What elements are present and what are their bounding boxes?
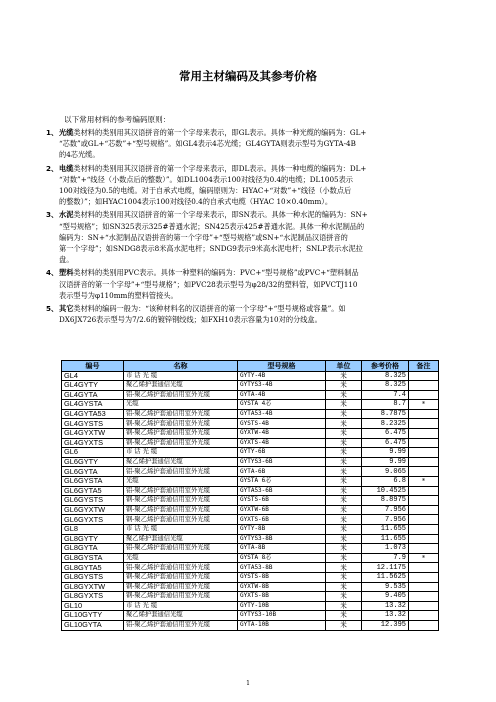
cell-name: 铝-聚乙烯护套通信用室外光缆: [124, 390, 238, 400]
list-item-number: 1、: [46, 128, 59, 137]
cell-note: [409, 381, 439, 391]
cell-name: 钢-聚乙烯护套通信用室外光缆: [124, 496, 238, 506]
cell-name: 市 话 光 缆: [124, 525, 238, 535]
cell-note: *: [409, 553, 439, 563]
cell-name: 铝-聚乙烯护套通信用室外光缆: [124, 409, 238, 419]
cell-unit: 米: [326, 448, 362, 458]
cell-price: 1.073: [362, 544, 409, 554]
cell-name: 市 话 光 缆: [124, 448, 238, 458]
table-row: [62, 486, 439, 496]
list-item-line: 汉语拼音的第一个字母”+“型号规格”；如PVC28表示型号为φ28/32的塑料管，如PVCTJ110: [59, 279, 358, 289]
cell-price: 9.99: [362, 448, 409, 458]
list-item-line: [59, 209, 446, 220]
cell-unit: 米: [326, 496, 362, 506]
list-item-line: 的4芯光缆。: [59, 150, 100, 160]
cell-note: [409, 620, 439, 630]
cell-code: GL4GYTA53: [62, 409, 124, 419]
cell-unit: 米: [326, 544, 362, 554]
header-note: 备注: [409, 361, 439, 372]
list-item-line: 盘。: [59, 255, 74, 265]
cell-model: GYTY-8B: [238, 525, 326, 535]
table-row: [62, 448, 439, 458]
cell-name: 铝-聚乙烯护套通信用室外光缆: [124, 467, 238, 477]
cell-code: GL8GYXTW: [62, 582, 124, 592]
cell-price: 9.535: [362, 582, 409, 592]
cell-price: 12.1175: [362, 563, 409, 573]
cell-model: GYTYS3-6B: [238, 457, 326, 467]
cell-code: GL4GYSTS: [62, 419, 124, 429]
cell-name: 钢-聚乙烯护套通信用室外光缆: [124, 438, 238, 448]
table-row: [62, 572, 439, 582]
cell-model: GYXTS-4B: [238, 438, 326, 448]
cell-note: [409, 544, 439, 554]
cell-code: GL10: [62, 601, 124, 611]
list-item-text: 类材料的编码一般为：“该种材料名的汉语拼音的第一个字母”+“型号规格或容量”。如: [73, 304, 346, 314]
cell-name: 铝-聚乙烯护套通信用室外光缆: [124, 563, 238, 573]
cell-code: GL6: [62, 448, 124, 458]
list-item-line: [59, 267, 446, 278]
cell-name: 钢-聚乙烯护套通信用室外光缆: [124, 572, 238, 582]
cell-note: [409, 429, 439, 439]
cell-model: GYSTA 6芯: [238, 477, 326, 487]
table-row: [62, 544, 439, 554]
list-item-line: 100对线径为0.5的电缆。对于自承式电缆，编码原则为：HYAC+“对数”+“线径（小数点后: [59, 186, 352, 196]
list-item-keyword: 其它: [59, 304, 74, 314]
cell-note: [409, 486, 439, 496]
cell-price: 9.405: [362, 592, 409, 602]
table-row: [62, 429, 439, 439]
cell-price: 8.2325: [362, 419, 409, 429]
cell-price: 8.325: [362, 381, 409, 391]
cell-price: 6.475: [362, 438, 409, 448]
price-table: [61, 360, 439, 631]
header-unit: 单位: [326, 361, 362, 372]
cell-price: 8.8975: [362, 496, 409, 506]
cell-model: GYTA-4B: [238, 390, 326, 400]
cell-model: GYSTS-6B: [238, 496, 326, 506]
cell-unit: 米: [326, 505, 362, 515]
list-item: [46, 303, 446, 325]
cell-note: [409, 611, 439, 621]
table-row: [62, 611, 439, 621]
cell-code: GL6GYXTS: [62, 515, 124, 525]
cell-code: GL6GYSTS: [62, 496, 124, 506]
cell-code: GL4GYXTW: [62, 429, 124, 439]
list-item-line: [59, 303, 446, 314]
cell-name: 钢-聚乙烯护套通信用室外光缆: [124, 515, 238, 525]
page-number: 1: [246, 680, 250, 687]
list-item-number: 3、: [46, 210, 59, 220]
list-item-number: 2、: [46, 163, 59, 173]
cell-note: [409, 390, 439, 400]
cell-code: GL8GYSTS: [62, 572, 124, 582]
table-row: [62, 582, 439, 592]
cell-note: [409, 409, 439, 419]
intro-text: 以下常用材料的参考编码原则：: [64, 115, 171, 124]
cell-model: GYSTA 4芯: [238, 400, 326, 410]
cell-name: 光缆: [124, 553, 238, 563]
header-model: 型号规格: [238, 361, 326, 372]
cell-note: [409, 515, 439, 525]
cell-model: GYSTS-4B: [238, 419, 326, 429]
cell-price: 11.5625: [362, 572, 409, 582]
cell-model: GYTY-10B: [238, 601, 326, 611]
cell-price: 13.32: [362, 601, 409, 611]
table-row: [62, 400, 439, 410]
table-row: [62, 409, 439, 419]
list-item-keyword: 电缆: [59, 163, 74, 173]
cell-price: 7.4: [362, 390, 409, 400]
cell-code: GL6GYXTW: [62, 505, 124, 515]
cell-model: GYTYS3-8B: [238, 534, 326, 544]
cell-unit: 米: [326, 534, 362, 544]
cell-unit: 米: [326, 409, 362, 419]
cell-price: 8.7: [362, 400, 409, 410]
table-row: [62, 390, 439, 400]
cell-model: GYTY-6B: [238, 448, 326, 458]
cell-note: [409, 525, 439, 535]
cell-model: GYTA-8B: [238, 544, 326, 554]
cell-price: 10.4525: [362, 486, 409, 496]
cell-unit: 米: [326, 515, 362, 525]
cell-code: GL8GYTY: [62, 534, 124, 544]
cell-unit: 米: [326, 611, 362, 621]
cell-code: GL10GYTY: [62, 611, 124, 621]
cell-unit: 米: [326, 390, 362, 400]
header-name: 名称: [124, 361, 238, 372]
cell-price: 6.8: [362, 477, 409, 487]
list-item: [46, 209, 446, 265]
cell-unit: 米: [326, 477, 362, 487]
list-item-line: “芯数”或GL+“芯数”+“型号规格”。如GL4表示4芯光缆；GL4GYTA则表示型号为GYTA-4B: [59, 139, 356, 149]
cell-name: 钢-聚乙烯护套通信用室外光缆: [124, 419, 238, 429]
cell-model: GYTA53-4B: [238, 409, 326, 419]
table-row: [62, 534, 439, 544]
cell-code: GL6GYTY: [62, 457, 124, 467]
cell-note: [409, 592, 439, 602]
table-row: [62, 467, 439, 477]
list-item-line: 的整数）”；如HYAC1004表示100对线径0.4的自承式电缆（HYAC 10×0.40mm）。: [59, 197, 333, 207]
table-row: [62, 601, 439, 611]
cell-price: 8.325: [362, 371, 409, 381]
cell-note: [409, 371, 439, 381]
cell-model: GYSTA 8芯: [238, 553, 326, 563]
table-row: [62, 525, 439, 535]
list-item-keyword: 光缆: [59, 128, 74, 137]
cell-unit: 米: [326, 419, 362, 429]
cell-code: GL4GYSTA: [62, 400, 124, 410]
table-row: [62, 620, 439, 630]
cell-unit: 米: [326, 457, 362, 467]
cell-note: [409, 534, 439, 544]
cell-unit: 米: [326, 620, 362, 630]
cell-model: GYTYS3-10B: [238, 611, 326, 621]
cell-unit: 米: [326, 429, 362, 439]
cell-name: 铝-聚乙烯护套通信用室外光缆: [124, 620, 238, 630]
cell-unit: 米: [326, 371, 362, 381]
cell-unit: 米: [326, 563, 362, 573]
list-item-number: 4、: [46, 268, 59, 278]
list-item-line: “对数”+“线径（小数点后的整数）”。如DL1004表示100对线径为0.4的电缆；DL1005表示: [59, 174, 353, 184]
cell-unit: 米: [326, 486, 362, 496]
table-row: [62, 477, 439, 487]
cell-price: 8.7875: [362, 409, 409, 419]
cell-unit: 米: [326, 592, 362, 602]
list-item-line: [59, 163, 446, 174]
cell-code: GL4GYXTS: [62, 438, 124, 448]
cell-model: GYSTS-8B: [238, 572, 326, 582]
cell-unit: 米: [326, 381, 362, 391]
cell-name: 铝-聚乙烯护套通信用室外光缆: [124, 544, 238, 554]
cell-code: GL4GYTA: [62, 390, 124, 400]
cell-unit: 米: [326, 553, 362, 563]
cell-model: GYXTW-8B: [238, 582, 326, 592]
cell-code: GL4GYTY: [62, 381, 124, 391]
cell-name: 聚乙烯护套通信光缆: [124, 381, 238, 391]
table-row: [62, 419, 439, 429]
cell-name: 钢-聚乙烯护套通信用室外光缆: [124, 505, 238, 515]
cell-unit: 米: [326, 400, 362, 410]
cell-code: GL10GYTA: [62, 620, 124, 630]
list-item-line: 编码为：SN+“水泥制品汉语拼音的第一个字母”+“型号规格”或SN+“水泥制品汉语拼音的: [59, 232, 348, 242]
cell-name: 光缆: [124, 477, 238, 487]
cell-code: GL6GYSTA: [62, 477, 124, 487]
table-row: [62, 381, 439, 391]
cell-price: 7.956: [362, 505, 409, 515]
table-row: [62, 553, 439, 563]
cell-code: GL6GYTA: [62, 467, 124, 477]
cell-note: [409, 457, 439, 467]
cell-model: GYTYS3-4B: [238, 381, 326, 391]
header-price: 参考价格: [362, 361, 409, 372]
cell-code: GL8GYTA: [62, 544, 124, 554]
cell-price: 7.956: [362, 515, 409, 525]
table-row: [62, 505, 439, 515]
cell-model: GYXTS-8B: [238, 592, 326, 602]
cell-model: GYTA53-8B: [238, 563, 326, 573]
cell-name: 铝-聚乙烯护套通信用室外光缆: [124, 486, 238, 496]
cell-note: [409, 467, 439, 477]
cell-price: 7.9: [362, 553, 409, 563]
cell-note: [409, 448, 439, 458]
list-item-text: 类材料的类别用其汉语拼音的第一个字母来表示，即GL表示。具体一种光缆的编码为：GL+: [73, 128, 367, 137]
cell-note: [409, 419, 439, 429]
rules-list: [46, 127, 446, 327]
table-row: [62, 563, 439, 573]
list-item-number: 5、: [46, 304, 59, 314]
cell-unit: 米: [326, 582, 362, 592]
cell-price: 6.475: [362, 429, 409, 439]
list-item-line: 第一个字母”；如SNDG8表示8米高水泥电杆；SNDG9表示9米高水泥电杆；SNLP表示水泥拉: [59, 244, 363, 254]
header-code: 编号: [62, 361, 124, 372]
cell-unit: 米: [326, 438, 362, 448]
cell-price: 9.065: [362, 467, 409, 477]
cell-note: [409, 505, 439, 515]
list-item-text: 类材料的类别用其汉语拼音的第一个字母来表示，即SN表示。具体一种水泥的编码为：SN+: [73, 210, 368, 220]
cell-model: GYTA-6B: [238, 467, 326, 477]
cell-model: GYTA-10B: [238, 620, 326, 630]
list-item-line: “型号规格”；如SN325表示325#普通水泥；SN425表示425#普通水泥。具体一种水泥制品的: [59, 221, 365, 231]
list-item: [46, 267, 446, 301]
cell-code: GL6GYTA5: [62, 486, 124, 496]
cell-name: 聚乙烯护套通信光缆: [124, 611, 238, 621]
cell-price: 13.32: [362, 611, 409, 621]
page-title: 常用主材编码及其参考价格: [179, 69, 317, 83]
cell-code: GL8: [62, 525, 124, 535]
cell-name: 聚乙烯护套通信光缆: [124, 457, 238, 467]
cell-unit: 米: [326, 572, 362, 582]
cell-code: GL8GYXTS: [62, 592, 124, 602]
table-row: [62, 371, 439, 381]
cell-note: *: [409, 400, 439, 410]
cell-model: GYTY-4B: [238, 371, 326, 381]
list-item-line: [59, 127, 446, 138]
table-row: [62, 438, 439, 448]
cell-model: GYXTS-6B: [238, 515, 326, 525]
cell-note: *: [409, 477, 439, 487]
cell-note: [409, 438, 439, 448]
list-item-keyword: 塑料: [59, 268, 74, 278]
list-item-text: 类材料的类别用其汉语拼音的第一个字母来表示，即DL表示。具体一种电缆的编码为：DL+: [73, 163, 367, 173]
cell-note: [409, 563, 439, 573]
cell-price: 12.395: [362, 620, 409, 630]
list-item: [46, 127, 446, 161]
cell-model: GYXTW-6B: [238, 505, 326, 515]
table-row: [62, 592, 439, 602]
cell-price: 11.655: [362, 525, 409, 535]
table-row: [62, 496, 439, 506]
cell-name: 聚乙烯护套通信光缆: [124, 534, 238, 544]
cell-unit: 米: [326, 467, 362, 477]
cell-price: 9.99: [362, 457, 409, 467]
cell-price: 11.655: [362, 534, 409, 544]
cell-name: 钢-聚乙烯护套通信用室外光缆: [124, 582, 238, 592]
cell-name: 钢-聚乙烯护套通信用室外光缆: [124, 429, 238, 439]
cell-name: 钢-聚乙烯护套通信用室外光缆: [124, 592, 238, 602]
list-item: [46, 163, 446, 208]
cell-note: [409, 572, 439, 582]
cell-name: 光缆: [124, 400, 238, 410]
list-item-line: DX6JX726表示型号为7/2.6的镀锌钢绞线；如FXH10表示容量为10对的分线盒。: [59, 315, 322, 325]
cell-code: GL8GYTA5: [62, 563, 124, 573]
table-row: [62, 515, 439, 525]
cell-note: [409, 582, 439, 592]
cell-code: GL8GYSTA: [62, 553, 124, 563]
cell-note: [409, 496, 439, 506]
list-item-line: 表示型号为φ110mm的塑料管接头。: [59, 290, 178, 300]
table-header-row: [62, 361, 439, 372]
cell-model: GYTA53-6B: [238, 486, 326, 496]
cell-model: GYXTW-4B: [238, 429, 326, 439]
cell-unit: 米: [326, 601, 362, 611]
cell-note: [409, 601, 439, 611]
cell-unit: 米: [326, 525, 362, 535]
list-item-text: 类材料的类别用PVC表示。具体一种塑料的编码为：PVC+“型号规格”或PVC+“塑料制品: [73, 268, 359, 278]
cell-code: GL4: [62, 371, 124, 381]
cell-name: 市 话 光 缆: [124, 601, 238, 611]
cell-name: 市 话 光 缆: [124, 371, 238, 381]
table-row: [62, 457, 439, 467]
list-item-keyword: 水泥: [59, 210, 74, 220]
